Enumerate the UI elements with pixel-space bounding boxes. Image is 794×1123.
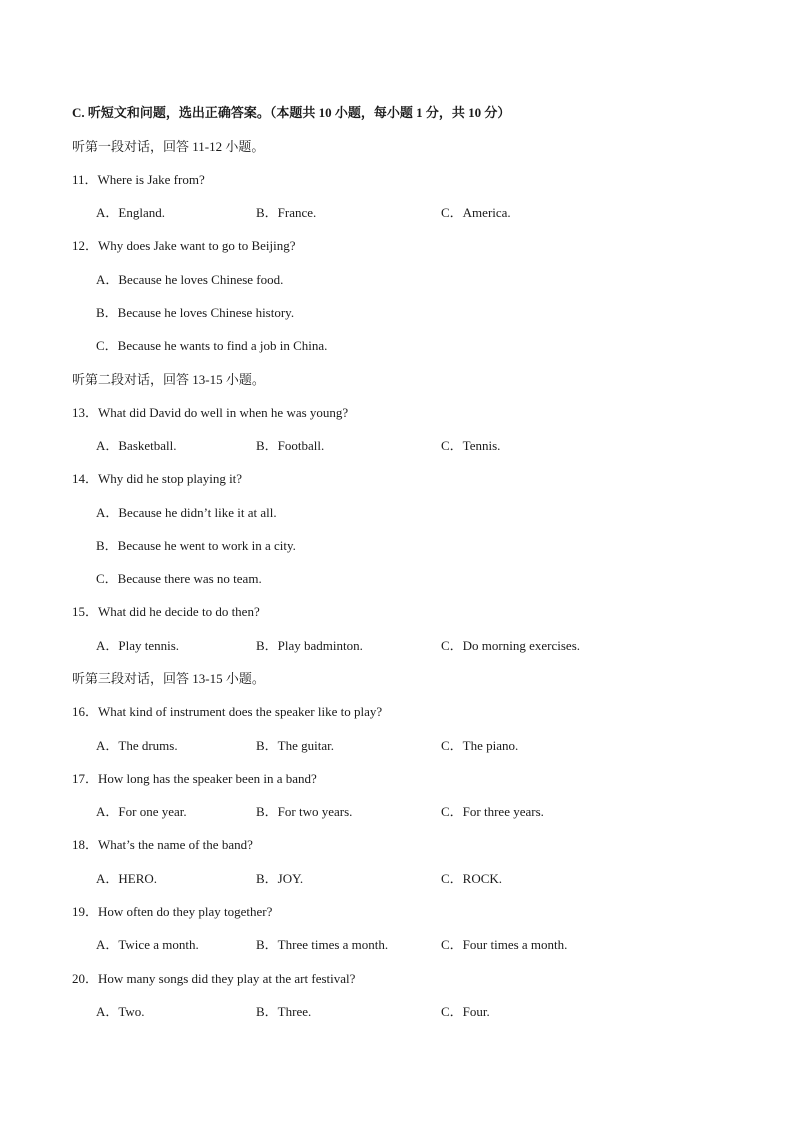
q12-option-c: C．Because he wants to find a job in China. bbox=[96, 338, 328, 353]
q15-option-c: C．Do morning exercises. bbox=[441, 638, 581, 653]
q18-option-b: B．JOY. bbox=[256, 871, 304, 886]
q14-option-a: A．Because he didn’t like it at all. bbox=[96, 505, 277, 520]
question-17: 17．How long has the speaker been in a band? bbox=[72, 771, 317, 786]
q12-option-b: B．Because he loves Chinese history. bbox=[96, 305, 295, 320]
q19-option-a: A．Twice a month. bbox=[96, 937, 199, 952]
q20-option-b: B．Three. bbox=[256, 1004, 312, 1019]
q13-option-b: B．Football. bbox=[256, 438, 325, 453]
group-intro-1: 听第一段对话，回答 11-12 小题。 bbox=[72, 139, 265, 154]
question-13: 13．What did David do well in when he was young? bbox=[72, 405, 349, 420]
q14-option-b: B．Because he went to work in a city. bbox=[96, 538, 296, 553]
q18-option-c: C．ROCK. bbox=[441, 871, 503, 886]
question-19: 19．How often do they play together? bbox=[72, 904, 273, 919]
section-heading: C. 听短文和问题，选出正确答案。（本题共 10 小题，每小题 1 分，共 10 分） bbox=[72, 105, 511, 120]
q16-option-c: C．The piano. bbox=[441, 738, 519, 753]
q17-option-a: A．For one year. bbox=[96, 804, 187, 819]
q13-option-c: C．Tennis. bbox=[441, 438, 501, 453]
group-intro-2: 听第二段对话，回答 13-15 小题。 bbox=[72, 372, 265, 387]
group-intro-3: 听第三段对话，回答 13-15 小题。 bbox=[72, 671, 265, 686]
question-20: 20．How many songs did they play at the art festival? bbox=[72, 971, 356, 986]
q18-option-a: A．HERO. bbox=[96, 871, 158, 886]
question-14: 14．Why did he stop playing it? bbox=[72, 471, 243, 486]
q20-option-a: A．Two. bbox=[96, 1004, 145, 1019]
q12-option-a: A．Because he loves Chinese food. bbox=[96, 272, 284, 287]
q17-option-c: C．For three years. bbox=[441, 804, 544, 819]
q11-option-c: C．America. bbox=[441, 205, 511, 220]
question-16: 16．What kind of instrument does the speaker like to play? bbox=[72, 704, 383, 719]
q20-option-c: C．Four. bbox=[441, 1004, 490, 1019]
q16-option-a: A．The drums. bbox=[96, 738, 178, 753]
question-15: 15．What did he decide to do then? bbox=[72, 604, 260, 619]
question-11: 11．Where is Jake from? bbox=[72, 172, 205, 187]
q15-option-b: B．Play badminton. bbox=[256, 638, 363, 653]
q19-option-b: B．Three times a month. bbox=[256, 937, 389, 952]
q17-option-b: B．For two years. bbox=[256, 804, 353, 819]
question-18: 18．What’s the name of the band? bbox=[72, 837, 253, 852]
q14-option-c: C．Because there was no team. bbox=[96, 571, 262, 586]
q11-option-a: A．England. bbox=[96, 205, 165, 220]
question-12: 12．Why does Jake want to go to Beijing? bbox=[72, 238, 296, 253]
q11-option-b: B．France. bbox=[256, 205, 317, 220]
q16-option-b: B．The guitar. bbox=[256, 738, 334, 753]
q15-option-a: A．Play tennis. bbox=[96, 638, 180, 653]
q13-option-a: A．Basketball. bbox=[96, 438, 177, 453]
q19-option-c: C．Four times a month. bbox=[441, 937, 568, 952]
